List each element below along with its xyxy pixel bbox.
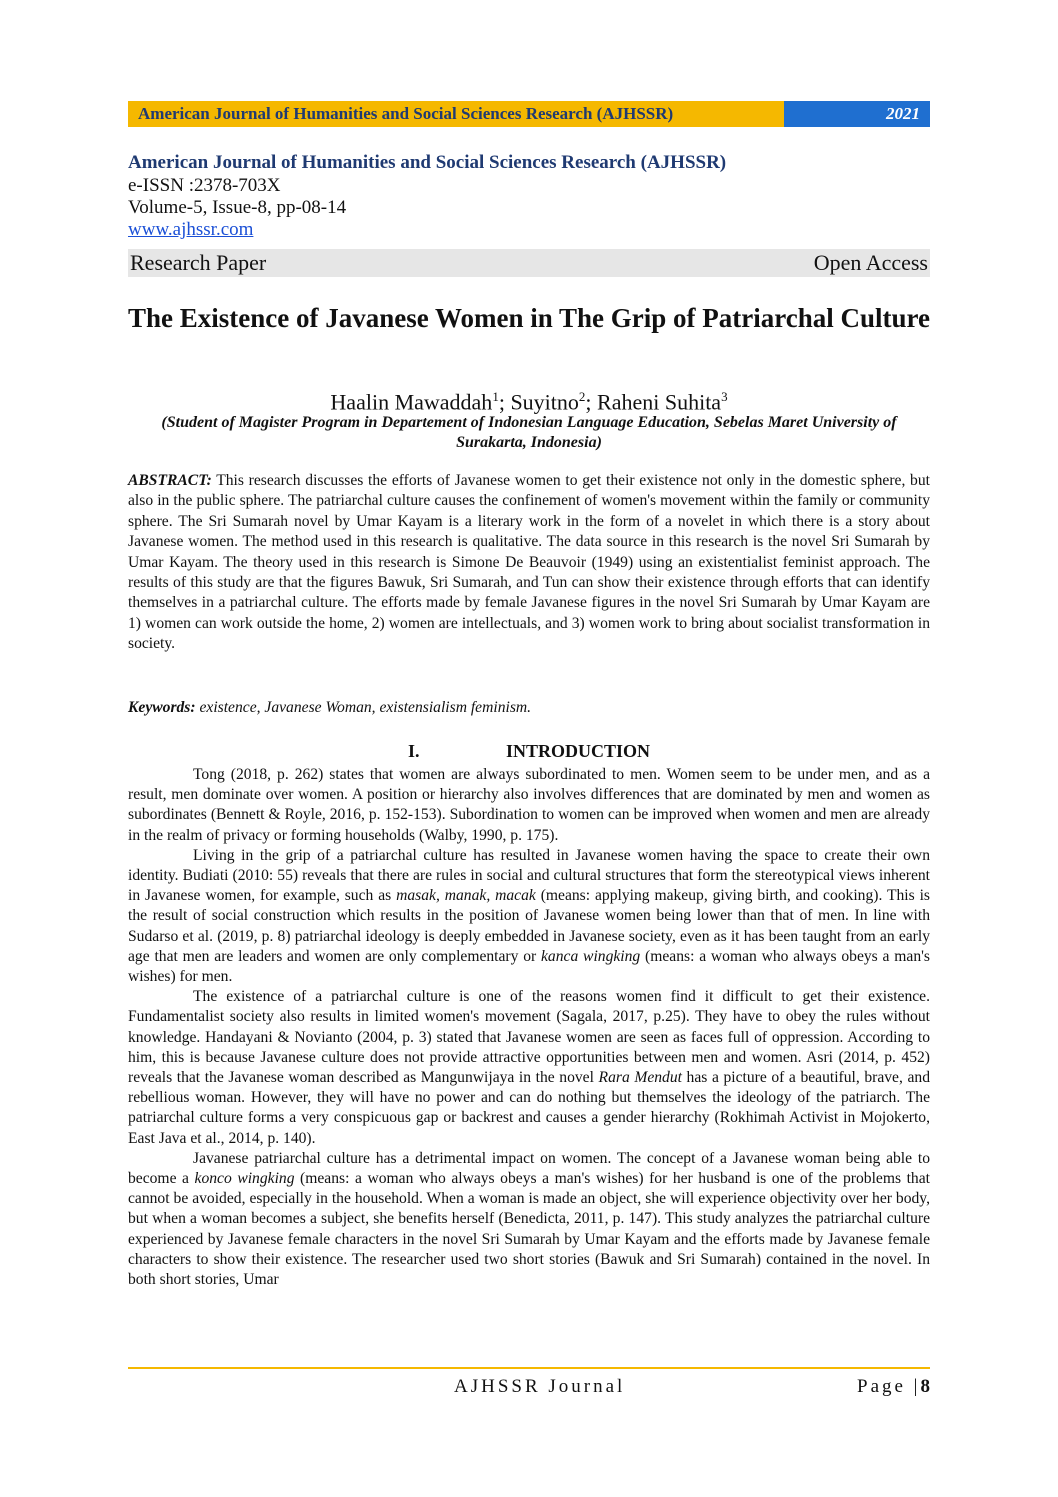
paper-title: The Existence of Javanese Women in The Grip of Patriarchal Culture	[128, 303, 930, 333]
paragraph-text: (means: a woman who always obeys a man's wishes) for her husband is one of the problems that cannot be avoided, especially in the household. When a woman is made an object, she will experience objectivity over her body, but when a woman becomes a subject, she benefits herself (Benedicta, 2011, p. 147). This study analyzes the patriarchal culture experienced by Javanese female characters in the novel Sri Sumarah by Umar Kayam and the efforts made by Javanese female characters to show their existence. The researcher used two short stories (Bawuk and Sri Sumarah) contained in the novel. In both short stories, Umar	[128, 1170, 930, 1289]
running-header-journal: American Journal of Humanities and Social Sciences Research (AJHSSR)	[128, 101, 784, 127]
keywords-label: Keywords:	[128, 699, 196, 716]
running-header	[128, 101, 930, 127]
journal-volume: Volume-5, Issue-8, pp-08-14	[128, 197, 347, 218]
open-access-label: Open Access	[813, 250, 928, 275]
paragraph-text: has a picture of a beautiful, brave, and rebellious woman. However, they will have no power and can do nothing but themselves the ideology of the patriarch. The patriarchal culture forms a very conspicuous gap or backrest and causes a gender hierarchy (Rokhimah Activist in Mojokerto, East Java et al., 2014, p. 140).	[128, 1069, 930, 1147]
author-affiliation-marker: 2	[578, 389, 586, 404]
journal-name: American Journal of Humanities and Social Sciences Research (AJHSSR)	[128, 152, 727, 173]
italic-term: masak, manak, macak	[396, 887, 536, 905]
paper-type: Research Paper	[130, 250, 267, 275]
author-list: Haalin Mawaddah$^1$; Suyitno$^2$; Raheni Suhita$^3$	[330, 389, 728, 415]
footer-page-number	[857, 1376, 930, 1398]
page-label: Page |	[857, 1376, 921, 1397]
author-affiliation-marker: 3	[721, 389, 728, 404]
section-number: I.	[407, 741, 420, 761]
footer-divider	[128, 1367, 930, 1369]
paragraph	[128, 846, 930, 987]
author-name: Suyitno	[510, 389, 579, 415]
section-title: INTRODUCTION	[505, 741, 651, 761]
running-header-year: 2021	[784, 101, 930, 127]
abstract-text: This research discusses the efforts of Javanese women to get their existence not only in the domestic sphere, but also in the public sphere. The patriarchal culture causes the confinement of women's movement within the family or community sphere. The Sri Sumarah novel by Umar Kayam is a literary work in the form of a novelet in which there is a story about Javanese women. The method used in this research is qualitative. The data source in this research is the novel Sri Sumarah by Umar Kayam. The theory used in this research is Simone De Beauvoir (1949) using an existentialist feminist approach. The results of this study are that the figures Bawuk, Sri Sumarah, and Tun can show their existence through efforts that can identify themselves in a patriarchal culture. The efforts made by female Javanese figures in the novel Sri Sumarah by Umar Kayam are 1) women can work outside the home, 2) women are intellectuals, and 3) women work to bring about socialist transformation in society.	[128, 472, 930, 653]
paragraph-text: Living in the grip of a patriarchal culture has resulted in Javanese women having the space to create their own identity. Budiati (2010: 55) reveals that there are rules in social and cultural structures that form the stereotypical views inherent in Javanese women, for example, such as	[128, 846, 930, 905]
footer-journal-name: AJHSSR Journal	[454, 1376, 626, 1397]
paragraph	[128, 765, 930, 846]
paragraph-text: (means: a woman who always obeys a man's wishes) for men.	[128, 947, 931, 986]
author-name: Haalin Mawaddah	[330, 389, 493, 415]
paragraph-text: The existence of a patriarchal culture is one of the reasons women find it difficult to get their existence. Fundamentalist society also results in limited women's movement (Sagala, 2017, p.25). They have to obey the rules without knowledge. Handayani & Novianto (2004, p. 3) stated that Javanese women are seen as faces full of oppression. According to him, this is because Javanese culture does not provide attractive opportunities between men and women. Asri (2014, p. 452) reveals that the Javanese woman described as Mangunwijaya in the novel	[128, 988, 930, 1087]
introduction-body	[128, 765, 930, 1290]
paragraph-text: Tong (2018, p. 262) states that women are always subordinated to men. Women seem to be under men, and as a result, men dominate over women. A position or hierarchy also involves differences that are dominated by men and women as subordinates (Bennett & Royle, 2016, p. 152-153). Subordination to women can be improved when women and men are already in the realm of privacy or forming households (Walby, 1990, p. 175).	[128, 766, 930, 844]
paragraph	[128, 987, 930, 1149]
author-affiliation: (Student of Magister Program in Departement of Indonesian Language Education, Sebelas Maret University of Surakarta, Indonesia)	[161, 414, 897, 451]
paragraph	[128, 1149, 930, 1290]
section-heading	[128, 740, 930, 762]
page-number: 8	[920, 1376, 930, 1397]
keywords-text: existence, Javanese Woman, existensialism feminism.	[199, 699, 532, 716]
journal-info	[128, 150, 930, 241]
abstract-label: ABSTRACT:	[128, 472, 212, 489]
paragraph-text: (means: applying makeup, giving birth, and cooking). This is the result of social construction which results in the position of Javanese women being lower than that of men. In line with Sudarso et al. (2019, p. 8) patriarchal ideology is deeply embedded in Javanese society, even as it has been taught from an early age that men are leaders and women are only complementary or	[128, 887, 930, 965]
author-name: Raheni Suhita	[597, 389, 722, 415]
journal-url-link[interactable]: www.ajhssr.com	[128, 219, 254, 240]
italic-term: kanca wingking	[541, 947, 641, 965]
journal-issn: e-ISSN :2378-703X	[128, 175, 281, 196]
keywords	[128, 698, 930, 718]
paragraph-text: Javanese patriarchal culture has a detrimental impact on women. The concept of a Javanese woman being able to become a	[128, 1149, 930, 1188]
author-affiliation-marker: 1	[492, 389, 499, 404]
paper-type-bar	[128, 249, 930, 277]
abstract	[128, 471, 930, 655]
italic-term: Rara Mendut	[598, 1069, 682, 1087]
italic-term: konco wingking	[194, 1170, 295, 1188]
